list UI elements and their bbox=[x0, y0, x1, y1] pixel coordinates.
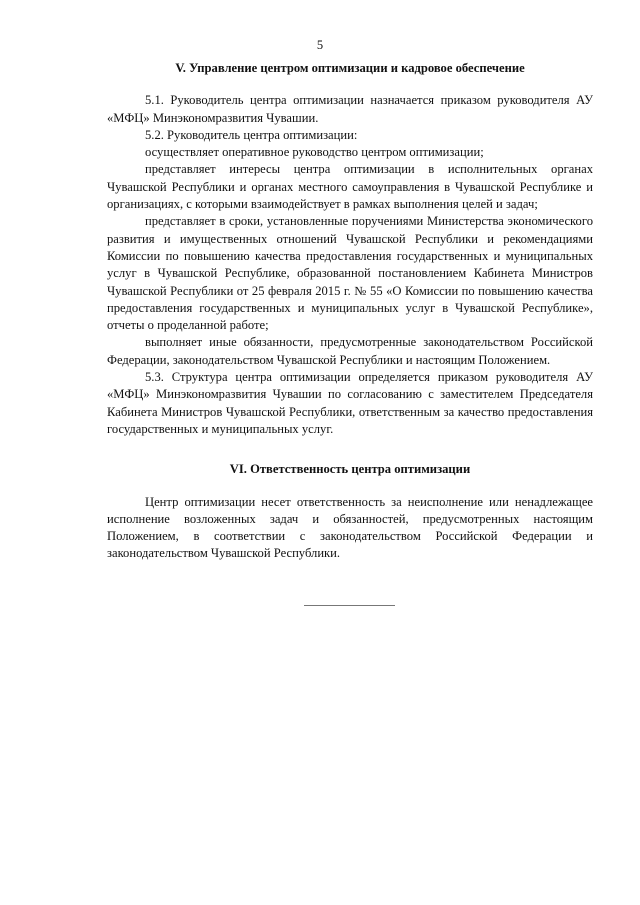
paragraph-5-1: 5.1. Руководитель центра оптимизации назначается приказом руководителя АУ «МФЦ» Минэкономразвития Чувашии. bbox=[107, 93, 593, 125]
paragraph-5-3: 5.3. Структура центра оптимизации определяется приказом руководителя АУ «МФЦ» Минэкономразвития Чувашии по согласованию с заместителем Председателя Кабинета Министров Чувашской Республики, ответственным за качество предоставления государственных и муниципальных услуг. bbox=[107, 370, 593, 436]
section-vi-heading: VI. Ответственность центра оптимизации bbox=[229, 462, 471, 477]
paragraph-5-2-item-3: представляет в сроки, установленные поручениями Министерства экономического развития и имущественных отношений Чувашской Республики и рекомендациями Комиссии по повышению качества предоставления государственных и муниципальных услуг в Чувашской Республике, образованной постановлением Кабинета Министров Чувашской Республики от 25 февраля 2015 г. № 55 «О Комиссии по повышению качества предоставления государственных и муниципальных услуг в Чувашской Республике», отчеты о проделанной работе; bbox=[107, 214, 593, 333]
paragraph-5-2-item-2: представляет интересы центра оптимизации в исполнительных органах Чувашской Республики и органах местного самоуправления в Чувашской Республике и организациях, с которыми взаимодействует в рамках выполнения целей и задач; bbox=[107, 162, 593, 212]
section-v-heading: V. Управление центром оптимизации и кадровое обеспечение bbox=[175, 61, 525, 75]
end-separator-line bbox=[304, 605, 395, 606]
paragraph-5-2: 5.2. Руководитель центра оптимизации: bbox=[145, 127, 358, 142]
paragraph-5-2-item-1: осуществляет оперативное руководство центром оптимизации; bbox=[145, 145, 484, 160]
paragraph-6-1: Центр оптимизации несет ответственность за неисполнение или ненадлежащее исполнение возложенных задач и обязанностей, предусмотренных настоящим Положением, в соответствии с законодательством Российской Федерации и законодательством Чувашской Республики. bbox=[107, 494, 593, 561]
page-number: 5 bbox=[316, 38, 324, 52]
paragraph-5-2-item-4: выполняет иные обязанности, предусмотренные законодательством Российской Федерации, законодательством Чувашской Республики и настоящим Положением. bbox=[107, 335, 593, 367]
document-body bbox=[107, 60, 593, 563]
